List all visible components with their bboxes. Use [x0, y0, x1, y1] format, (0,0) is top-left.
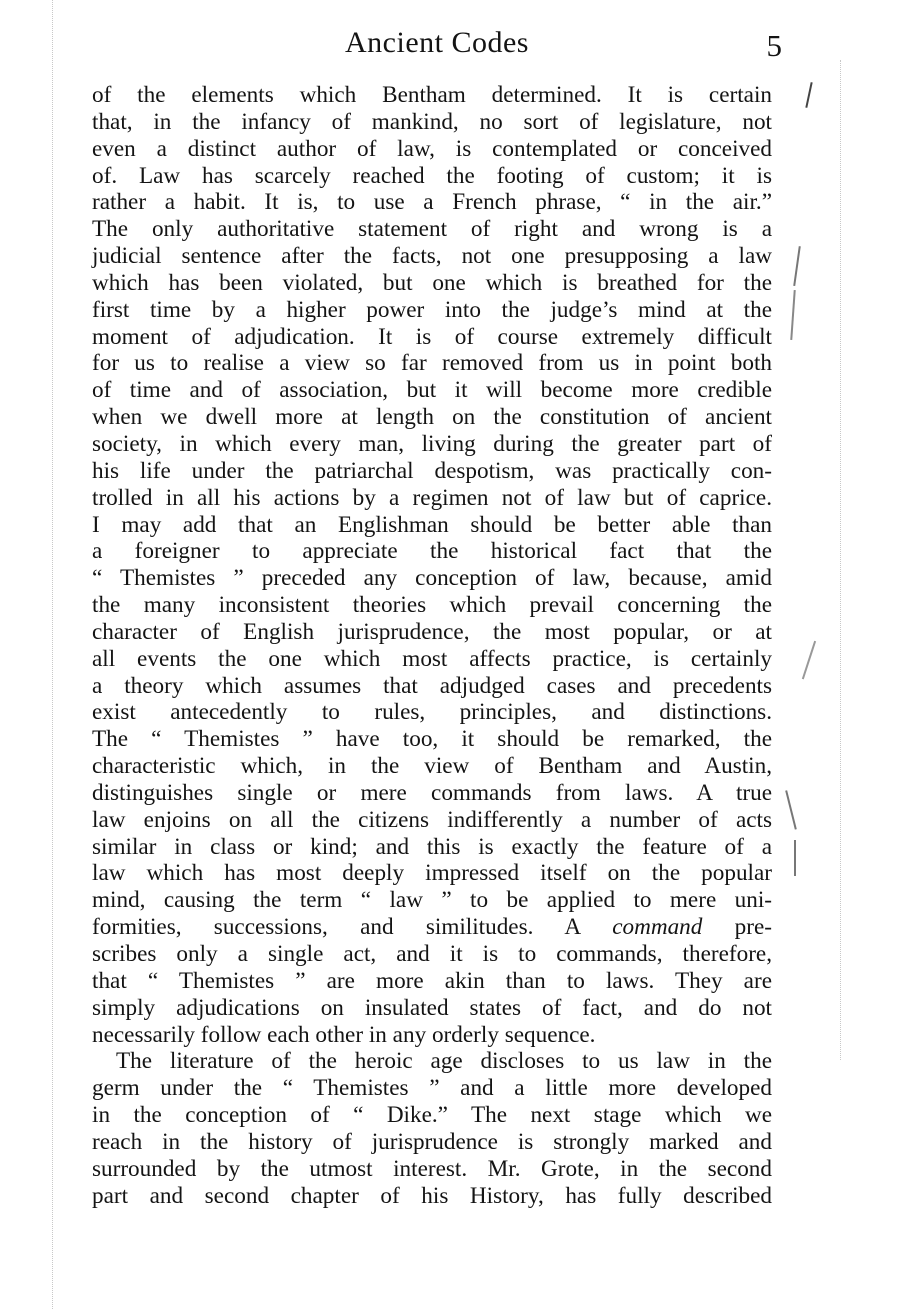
page-number: 5: [766, 28, 782, 63]
running-head: Ancient Codes: [345, 26, 529, 59]
margin-mark: [790, 290, 795, 340]
margin-mark: [793, 246, 800, 286]
text-line: I may add that an Englishman should be better able than: [92, 511, 772, 538]
page-edge-shadow: [840, 60, 841, 1060]
text-line: mind, causing the term “ law ” to be applied to mere uni-: [92, 887, 772, 914]
text-line: surrounded by the utmost interest. Mr. Grote, in the second: [92, 1155, 772, 1182]
text-line: judicial sentence after the facts, not one presupposing a law: [92, 243, 772, 270]
text-line-with-italic: [92, 914, 772, 941]
text-line: moment of adjudication. It is of course extremely difficult: [92, 323, 772, 350]
margin-mark: [805, 82, 812, 108]
text-line: law enjoins on all the citizens indifferently a number of acts: [92, 806, 772, 833]
text-line: which has been violated, but one which is breathed for the: [92, 269, 772, 296]
text-line: exist antecedently to rules, principles, and distinctions.: [92, 699, 772, 726]
text-line: The “ Themistes ” have too, it should be remarked, the: [92, 726, 772, 753]
text-line: the many inconsistent theories which prevail concerning the: [92, 592, 772, 619]
text-segment: pre-: [702, 914, 772, 941]
text-line: his life under the patriarchal despotism, was practically con-: [92, 457, 772, 484]
text-line: that, in the infancy of mankind, no sort of legislature, not: [92, 108, 772, 135]
text-line: when we dwell more at length on the constitution of ancient: [92, 404, 772, 431]
text-line: society, in which every man, living during the greater part of: [92, 430, 772, 457]
text-line: that “ Themistes ” are more akin than to laws. They are: [92, 967, 772, 994]
text-line: simply adjudications on insulated states of fact, and do not: [92, 994, 772, 1021]
text-line: for us to realise a view so far removed from us in point both: [92, 350, 772, 377]
italic-word: command: [612, 914, 703, 941]
text-line: first time by a higher power into the judge’s mind at the: [92, 296, 772, 323]
text-line: a foreigner to appreciate the historical fact that the: [92, 538, 772, 565]
text-line: The only authoritative statement of right and wrong is a: [92, 216, 772, 243]
text-line: even a distinct author of law, is contemplated or conceived: [92, 135, 772, 162]
text-line: of. Law has scarcely reached the footing of custom; it is: [92, 162, 772, 189]
text-line: characteristic which, in the view of Bentham and Austin,: [92, 753, 772, 780]
margin-mark: [802, 641, 816, 680]
text-line: of time and of association, but it will become more credible: [92, 377, 772, 404]
text-line: distinguishes single or mere commands from laws. A true: [92, 779, 772, 806]
text-line: law which has most deeply impressed itself on the popular: [92, 860, 772, 887]
body-text: [92, 82, 772, 1209]
text-line: all events the one which most affects practice, is certainly: [92, 645, 772, 672]
page-header: [92, 24, 782, 66]
text-line: of the elements which Bentham determined. It is certain: [92, 82, 772, 108]
text-line: part and second chapter of his History, has fully described: [92, 1182, 772, 1209]
text-line: necessarily follow each other in any orderly sequence.: [92, 1021, 596, 1048]
text-line: similar in class or kind; and this is exactly the feature of a: [92, 833, 772, 860]
text-line: character of English jurisprudence, the most popular, or at: [92, 618, 772, 645]
text-line: a theory which assumes that adjudged cases and precedents: [92, 672, 772, 699]
text-line: The literature of the heroic age discloses to us law in the: [116, 1048, 772, 1075]
text-line: “ Themistes ” preceded any conception of law, because, amid: [92, 565, 772, 592]
margin-mark: [785, 790, 796, 829]
margin-mark: [794, 840, 796, 876]
page-edge-shadow: [52, 0, 53, 1309]
text-line: trolled in all his actions by a regimen not of law but of caprice.: [92, 484, 772, 511]
text-line: scribes only a single act, and it is to commands, therefore,: [92, 941, 772, 967]
text-line: germ under the “ Themistes ” and a little more developed: [92, 1075, 772, 1102]
text-line: in the conception of “ Dike.” The next stage which we: [92, 1102, 772, 1129]
text-line: reach in the history of jurisprudence is strongly marked and: [92, 1128, 772, 1155]
text-line: rather a habit. It is, to use a French phrase, “ in the air.”: [92, 189, 772, 216]
text-segment: formities, successions, and similitudes. A: [92, 914, 613, 941]
